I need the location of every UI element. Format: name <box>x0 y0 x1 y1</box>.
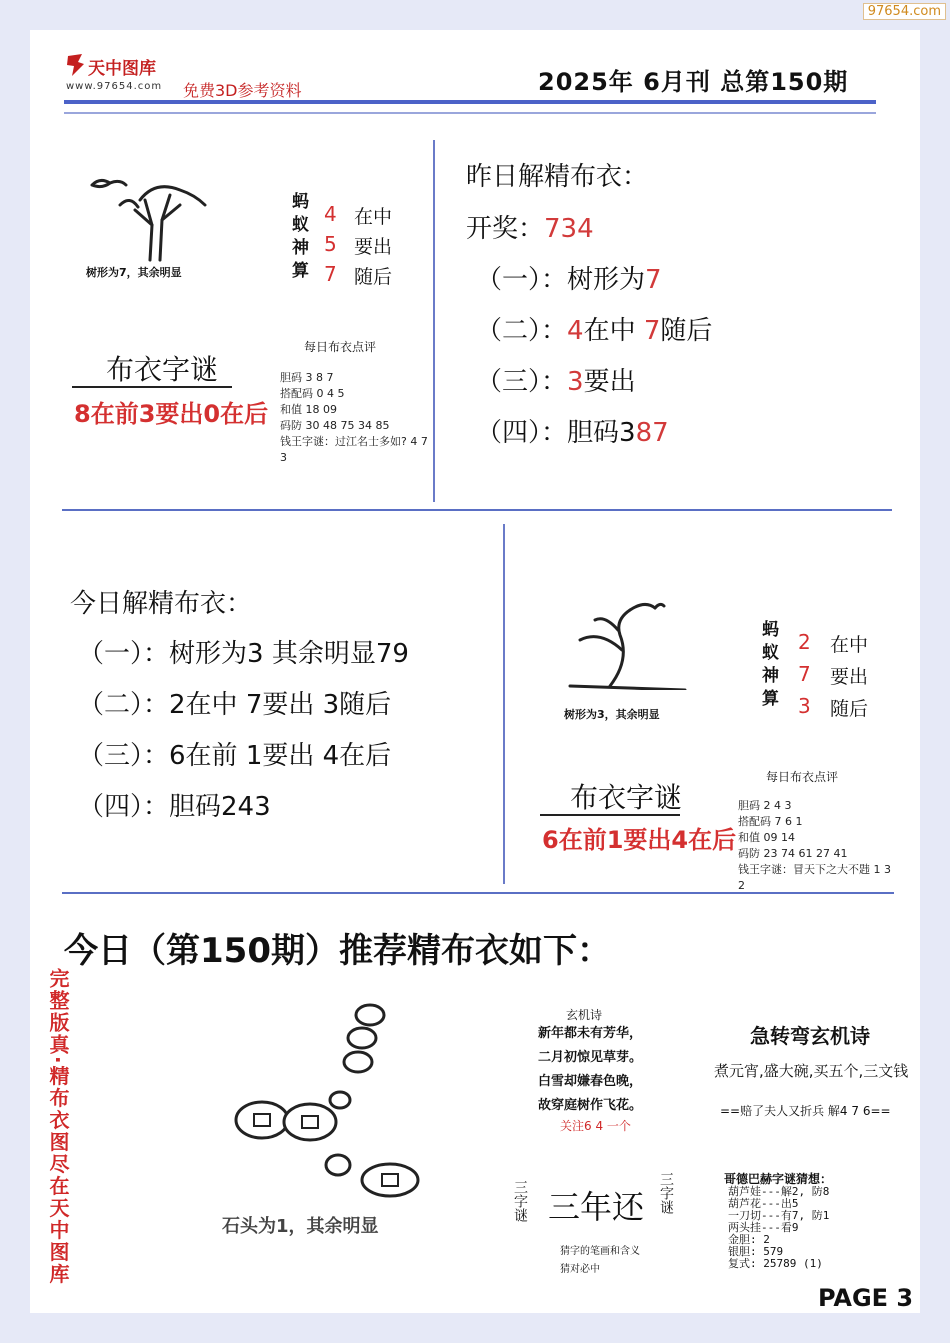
goethe-lines <box>728 1186 829 1270</box>
goethe-line: 复式: 25789 (1) <box>728 1257 823 1270</box>
review-line: 钱王字谜：冒天下之大不韪 1 3 2 <box>738 863 891 892</box>
item-text: 在中 <box>583 316 644 346</box>
ant-num: 7 <box>798 662 811 686</box>
today-title: 今日解精布衣： <box>70 589 253 619</box>
item-text: 6在前 1要出 4在后 <box>169 741 392 771</box>
item-text: 要出 <box>583 367 636 397</box>
item-text: 随后 <box>660 316 713 346</box>
riddle-rule <box>72 386 232 388</box>
today-item <box>78 633 409 670</box>
ant-word: 随后 <box>830 698 869 720</box>
item-text: 胆码243 <box>169 792 271 822</box>
coins-drawing-icon <box>190 990 450 1200</box>
site-watermark: 97654.com <box>863 3 946 20</box>
ant-label: 蚂蚁神算 <box>288 192 308 284</box>
item-label: （四）： <box>78 792 170 822</box>
riddle3-right: 三字谜 <box>658 1172 674 1214</box>
logo-name: 天中图库 <box>88 59 156 79</box>
item-label: （三）： <box>78 741 170 771</box>
item-label: （一）： <box>78 639 170 669</box>
goethe-line: 葫芦花---出5 <box>728 1197 799 1210</box>
review-line: 搭配码 0 4 5 <box>280 387 345 400</box>
logo[interactable] <box>64 50 179 96</box>
yesterday-item <box>476 412 669 449</box>
poem-lines <box>538 1022 642 1118</box>
riddle-answer: 6在前1要出4在后 <box>542 826 737 854</box>
yesterday-title: 昨日解精布衣： <box>466 162 649 192</box>
recommend-title: 今日（第150期）推荐精布衣如下： <box>64 931 611 971</box>
ant-label: 蚂蚁神算 <box>758 620 778 712</box>
header-subtitle: 免费3D参考资料 <box>183 81 302 100</box>
riddle3-note: 猜对必中 <box>560 1264 600 1275</box>
poem-title: 玄机诗 <box>566 1008 603 1022</box>
review-list <box>738 798 900 894</box>
item-red: 7 <box>645 265 662 295</box>
today-card <box>530 570 900 892</box>
xuanji-line: 煮元宵,盛大碗,买五个,三文钱 <box>714 1062 909 1080</box>
draw-label: 开奖： <box>466 214 545 244</box>
logo-url: www.97654.com <box>66 81 163 92</box>
riddle-rule <box>540 814 680 816</box>
review-line: 胆码 2 4 3 <box>738 799 792 812</box>
review-line: 钱王字谜：过江名士多如? 4 7 3 <box>280 435 428 464</box>
stone-card <box>190 990 460 1250</box>
riddle-title: 布衣字谜 <box>570 781 683 814</box>
ant-num: 5 <box>324 232 337 256</box>
poem-line: 新年都未有芳华， <box>538 1026 643 1041</box>
review-line: 搭配码 7 6 1 <box>738 815 803 828</box>
ant-num: 7 <box>324 262 337 286</box>
review-line: 胆码 3 8 7 <box>280 371 334 384</box>
riddle3-left: 三字谜 <box>512 1180 528 1222</box>
ant-num: 2 <box>798 630 811 654</box>
poem-line: 故穿庭树作飞花。 <box>538 1098 643 1113</box>
ant-num: 3 <box>798 694 811 718</box>
riddle-answer: 8在前3要出0在后 <box>74 400 269 428</box>
ant-word: 在中 <box>830 634 869 656</box>
ant-word: 在中 <box>354 206 393 228</box>
today-item <box>78 735 391 772</box>
ant-word: 要出 <box>354 236 393 258</box>
item-label: （二）： <box>476 316 568 346</box>
goethe-line: 一刀切---有7, 防1 <box>728 1209 830 1222</box>
item-label: （一）： <box>476 265 568 295</box>
goethe-line: 葫芦娃---解2, 防8 <box>728 1185 830 1198</box>
riddle3-main: 三年还 <box>548 1188 645 1226</box>
ant-word: 随后 <box>354 266 393 288</box>
item-red: 87 <box>635 418 669 448</box>
section-rule <box>62 509 892 511</box>
review-line: 码防 23 74 61 27 41 <box>738 847 848 860</box>
logo-mark-icon <box>64 52 86 78</box>
today-item <box>78 684 391 721</box>
riddle-title: 布衣字谜 <box>106 353 219 386</box>
item-label: （三）： <box>476 367 568 397</box>
review-line: 码防 30 48 75 34 85 <box>280 419 390 432</box>
review-list <box>280 370 436 466</box>
header-rule-thin <box>64 112 876 114</box>
tree-drawing-icon <box>560 590 690 690</box>
issue-title: 2025年 6月刊 总第150期 <box>538 68 849 96</box>
side-promo-text: 完整版真·精布衣图尽在天中图库 <box>46 968 70 1286</box>
item-label: （四）： <box>476 418 568 448</box>
today-item <box>78 786 271 823</box>
stone-caption: 石头为1，其余明显 <box>222 1216 379 1237</box>
tree-caption: 树形为7，其余明显 <box>86 266 182 279</box>
section-rule <box>62 892 894 894</box>
yesterday-card <box>66 160 436 480</box>
yesterday-item <box>476 310 712 347</box>
draw-value: 734 <box>544 214 594 244</box>
xuanji-title: 急转弯玄机诗 <box>750 1024 870 1048</box>
draw-result <box>466 208 594 245</box>
item-text: 树形为3 其余明显79 <box>169 639 409 669</box>
review-title: 每日布衣点评 <box>304 340 377 354</box>
item-red: 3 <box>567 367 584 397</box>
goethe-line: 银胆: 579 <box>728 1245 784 1258</box>
item-text: 树形为 <box>567 265 646 295</box>
item-text: 胆码3 <box>567 418 636 448</box>
xuanji-answer: ==赔了夫人又折兵 解4 7 6== <box>720 1104 891 1118</box>
poem-line: 二月初惊见草芽。 <box>538 1050 643 1065</box>
ant-num: 4 <box>324 202 337 226</box>
divider-vertical <box>433 140 435 502</box>
review-line: 和值 18 09 <box>280 403 337 416</box>
item-label: （二）： <box>78 690 170 720</box>
goethe-title: 哥德巴赫字谜猜想： <box>724 1172 833 1186</box>
riddle3-note: 猜字的笔画和含义 <box>560 1246 640 1257</box>
yesterday-item <box>476 259 662 296</box>
poem-note: 关注6 4 一个 <box>560 1119 631 1133</box>
goethe-line: 金胆: 2 <box>728 1233 770 1246</box>
header-rule <box>64 100 876 104</box>
poem-line: 白雪却嫌春色晚， <box>538 1074 643 1089</box>
magazine-page <box>30 30 920 1313</box>
page-number: PAGE 3 <box>818 1284 914 1312</box>
item-red: 7 <box>643 316 661 346</box>
ant-word: 要出 <box>830 666 869 688</box>
review-title: 每日布衣点评 <box>766 770 839 784</box>
item-red: 4 <box>567 316 584 346</box>
divider-vertical <box>503 524 505 884</box>
tree-drawing-icon <box>80 165 220 265</box>
item-text: 2在中 7要出 3随后 <box>169 690 392 720</box>
tree-caption: 树形为3，其余明显 <box>564 708 660 721</box>
yesterday-item <box>476 361 636 398</box>
review-line: 和值 09 14 <box>738 831 795 844</box>
goethe-line: 两头挂---看9 <box>728 1221 799 1234</box>
